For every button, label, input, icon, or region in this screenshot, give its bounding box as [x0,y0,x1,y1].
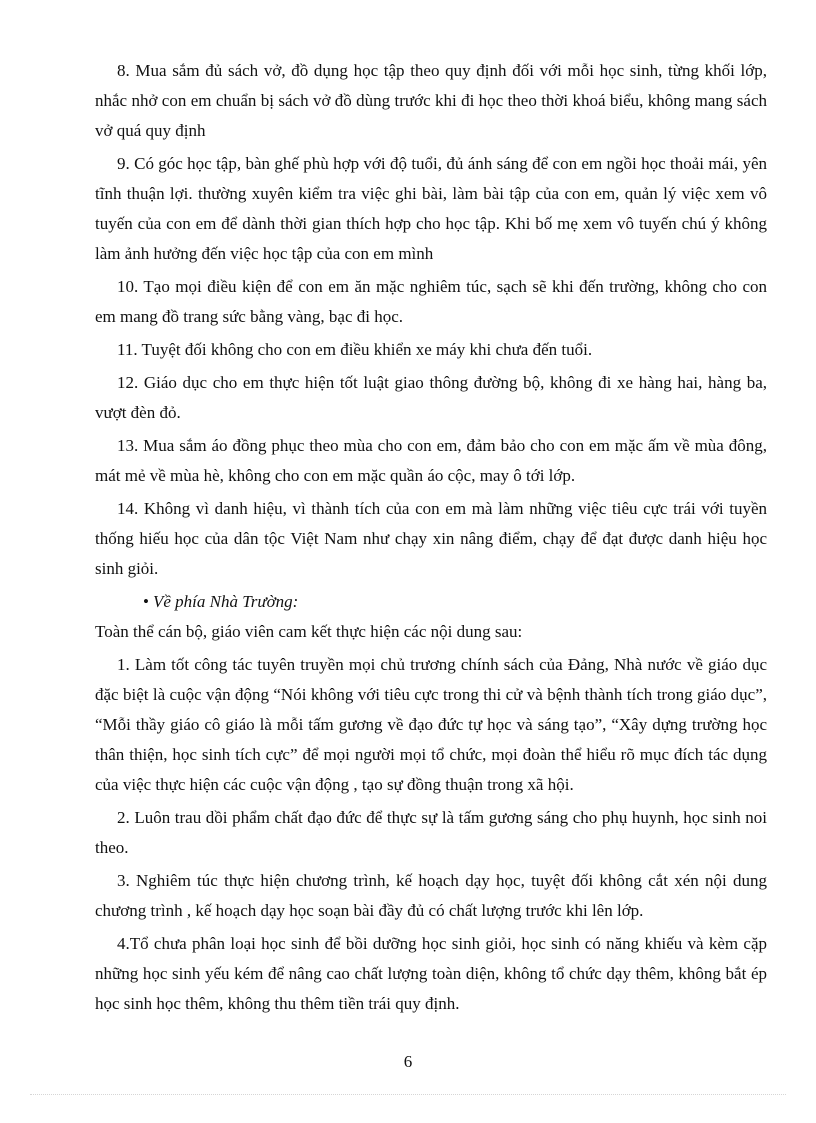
paragraph-item-12: 12. Giáo dục cho em thực hiện tốt luật giao thông đường bộ, không đi xe hàng hai, hàng ba, vượt đèn đỏ. [95,373,767,422]
school-item-4: 4.Tổ chưa phân loại học sinh để bồi dưỡng học sinh giỏi, học sinh có năng khiếu và kèm cặp những học sinh yếu kém để nâng cao chất lượng toàn diện, không tổ chức dạy thêm, không bắt ép học sinh học thêm, không thu thêm tiền trái quy định. [95,934,767,1013]
paragraph-item-9: 9. Có góc học tập, bàn ghế phù hợp với độ tuổi, đủ ánh sáng để con em ngồi học thoải mái, yên tĩnh thuận lợi. thường xuyên kiểm tra việc ghi bài, làm bài tập của con em, quản lý việc xem vô tuyến của con em để dành thời gian thích hợp cho học tập. Khi bố mẹ xem vô tuyến chú ý không làm ảnh hưởng đến việc học tập của con em mình [95,154,767,263]
paragraph-item-8: 8. Mua sắm đủ sách vở, đồ dụng học tập theo quy định đối với mỗi học sinh, từng khối lớp, nhắc nhở con em chuẩn bị sách vở đồ dùng trước khi đi học theo thời khoá biểu, không mang sách vở quá quy định [95,61,767,140]
school-item-2: 2. Luôn trau dồi phẩm chất đạo đức để thực sự là tấm gương sáng cho phụ huynh, học sinh noi theo. [95,808,767,857]
paragraph-item-10: 10. Tạo mọi điều kiện để con em ăn mặc nghiêm túc, sạch sẽ khi đến trường, không cho con em mang đồ trang sức bằng vàng, bạc đi học. [95,277,767,326]
paragraph-item-14: 14. Không vì danh hiệu, vì thành tích của con em mà làm những việc tiêu cực trái với tuyền thống hiếu học của dân tộc Việt Nam như chạy xin nâng điểm, chạy để đạt được danh hiệu học sinh giỏi. [95,499,767,578]
page-number: 6 [403,1052,413,1071]
paragraph-item-13: 13. Mua sắm áo đồng phục theo mùa cho con em, đảm bảo cho con em mặc ấm về mùa đông, mát mẻ về mùa hè, không cho con em mặc quần áo cộc, may ô tới lớp. [95,436,767,485]
section-heading-school [95,587,767,617]
section-intro: Toàn thể cán bộ, giáo viên cam kết thực hiện các nội dung sau: [95,622,523,641]
page-bottom-divider [30,1094,786,1095]
school-item-1: 1. Làm tốt công tác tuyên truyền mọi chủ trương chính sách của Đảng, Nhà nước về giáo dục đặc biệt là cuộc vận động “Nói không với tiêu cực trong thi cử và bệnh thành tích trong giáo dục”, “Mỗi thầy giáo cô giáo là mỗi tấm gương về đạo đức tự học và sáng tạo”, “Xây dựng trường học thân thiện, học sinh tích cực” để mọi người mọi tổ chức, mọi đoàn thể hiểu rõ mục đích tác dụng của việc thực hiện các cuộc vận động , tạo sự đồng thuận trong xã hội. [95,655,767,794]
paragraph-item-11: 11. Tuyệt đối không cho con em điều khiển xe máy khi chưa đến tuổi. [117,340,593,359]
bullet-icon: • [143,592,149,611]
section-heading-text: Về phía Nhà Trường: [152,592,299,611]
school-item-3: 3. Nghiêm túc thực hiện chương trình, kế hoạch dạy học, tuyệt đối không cắt xén nội dung chương trình , kế hoạch dạy học soạn bài đầy đủ có chất lượng trước khi lên lớp. [95,871,767,920]
page-body [95,56,767,1022]
